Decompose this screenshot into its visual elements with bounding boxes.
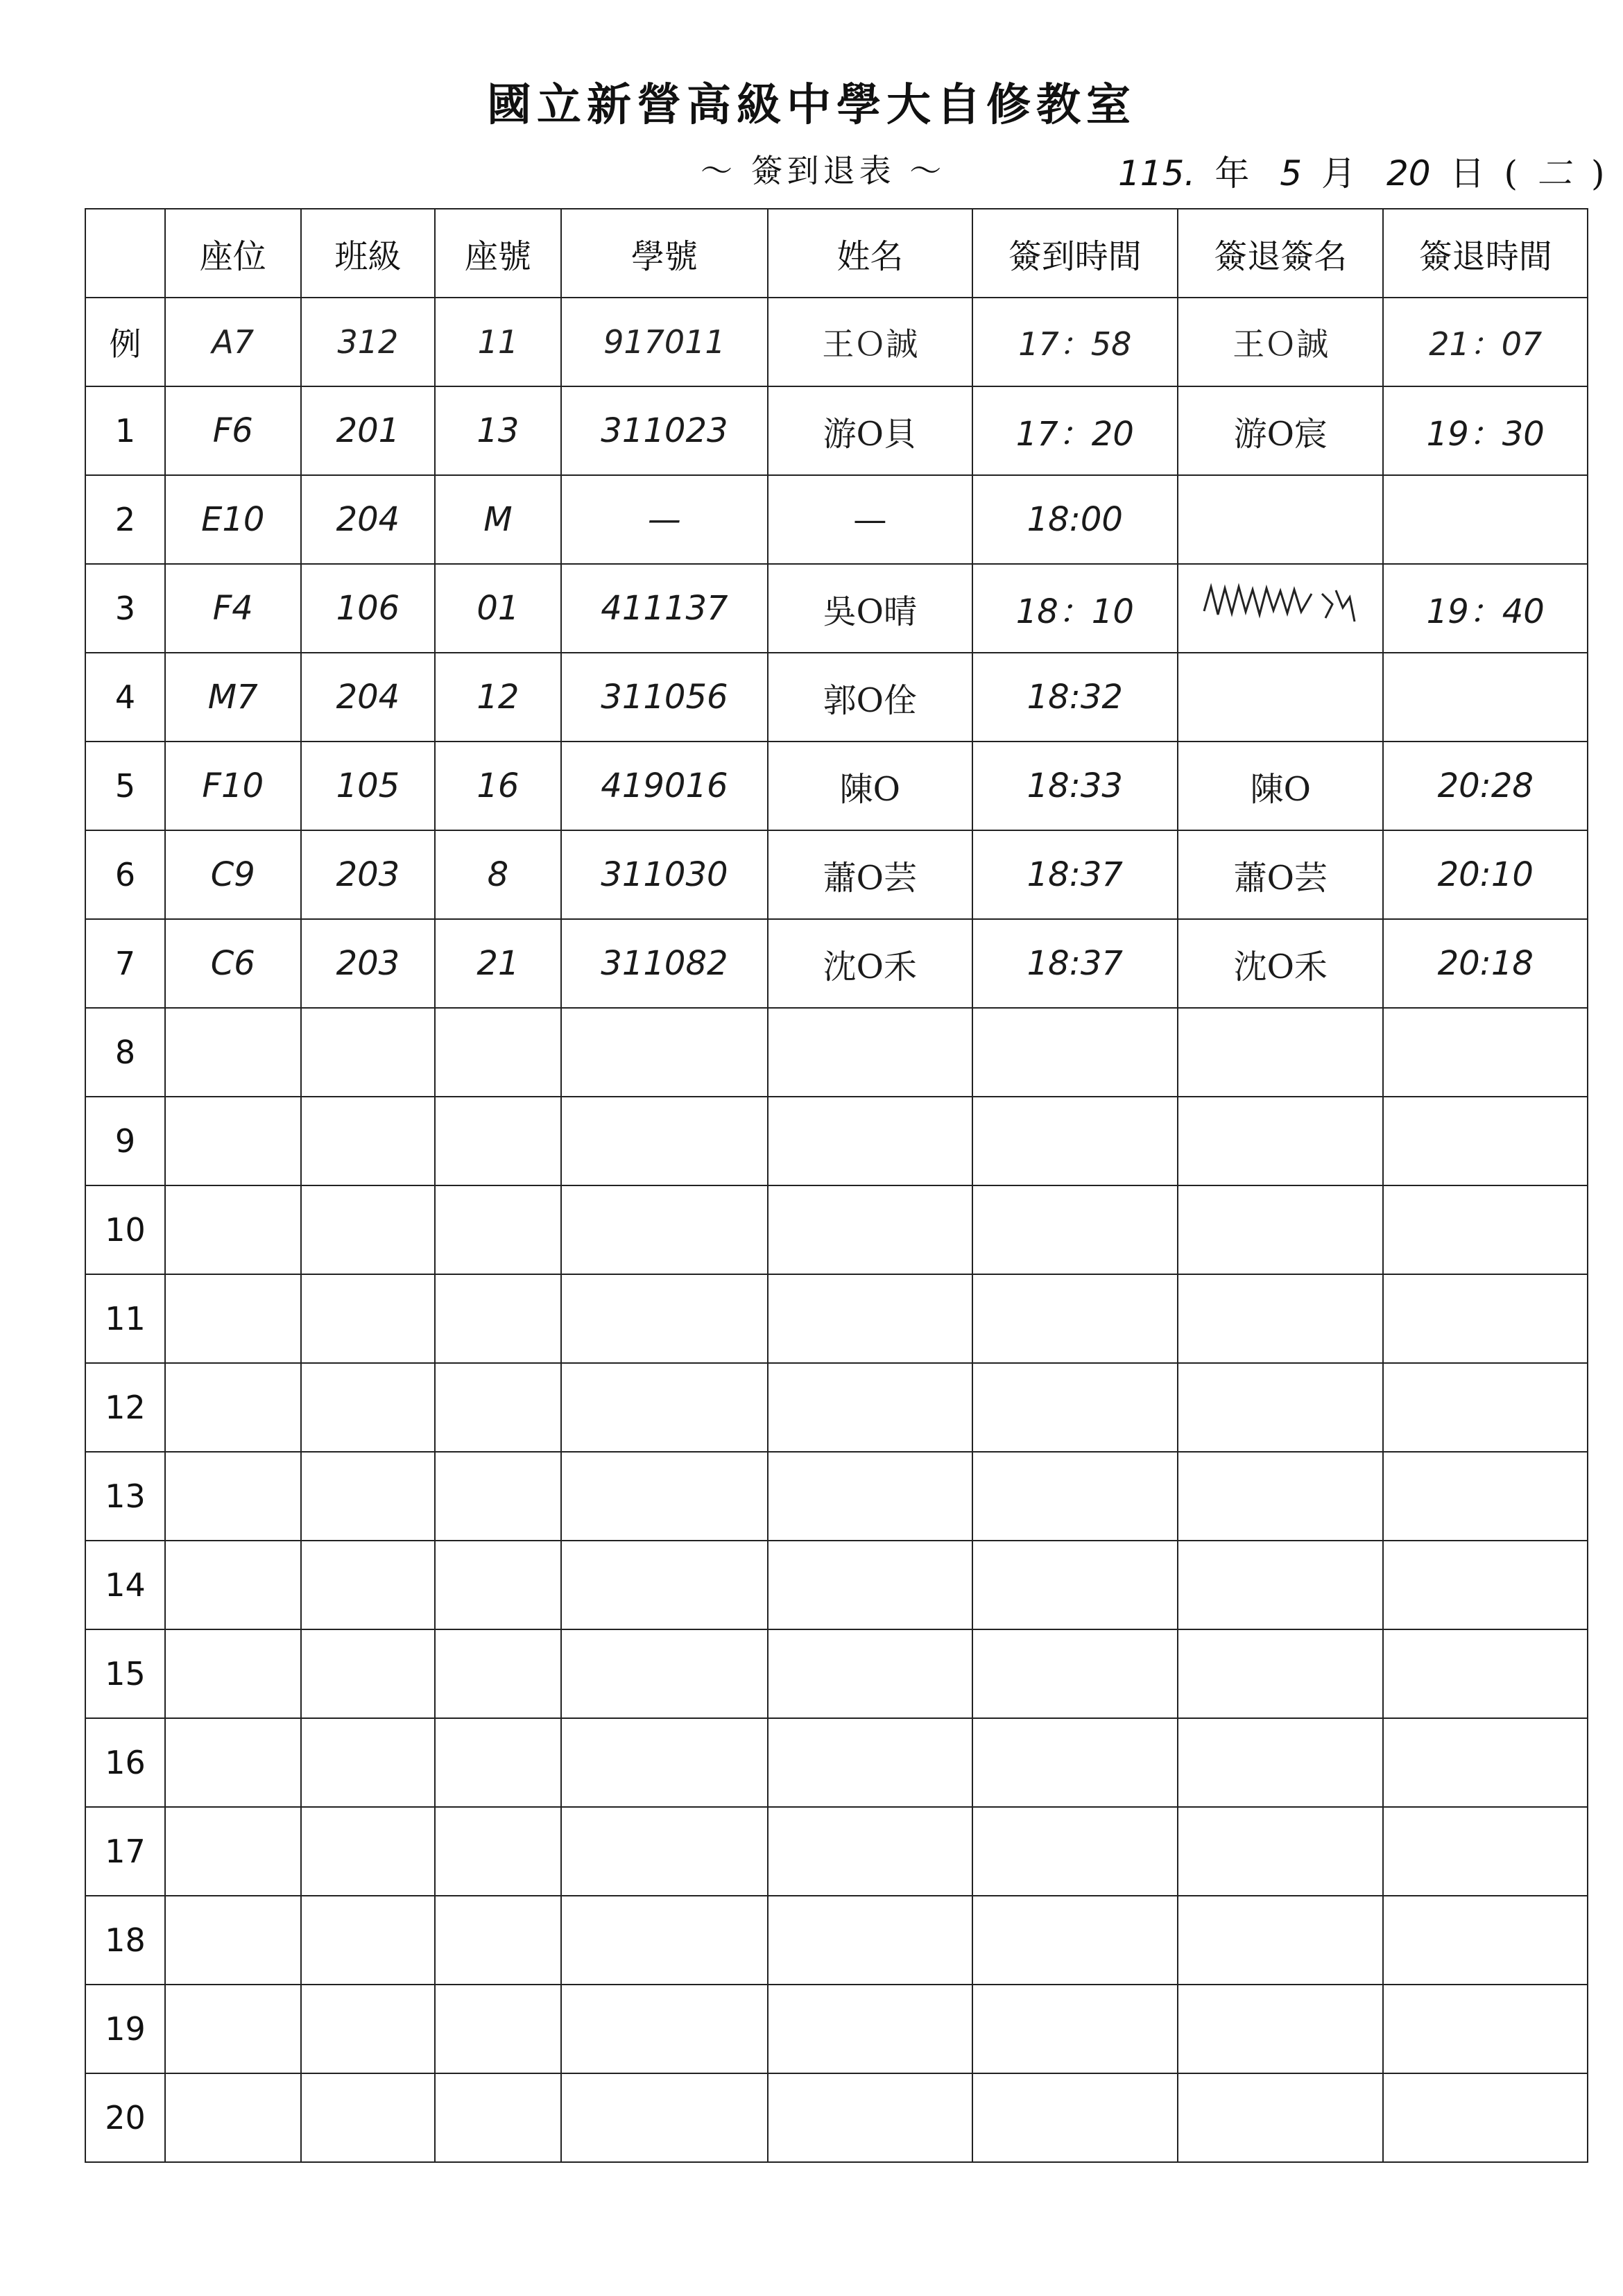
seat-cell[interactable] (165, 1718, 301, 1807)
sign-out-time-cell[interactable] (1383, 1363, 1588, 1452)
seat-cell[interactable] (165, 1097, 301, 1185)
seat-cell[interactable] (165, 1807, 301, 1896)
seat-number-cell[interactable] (435, 1985, 561, 2073)
seat-header: 座位 (165, 209, 301, 298)
sign-in-time-cell[interactable] (972, 1896, 1178, 1985)
row-number: 10 (85, 1185, 165, 1274)
student-id-cell[interactable] (561, 1629, 768, 1718)
seat-number-cell[interactable] (435, 1097, 561, 1185)
seat-number-cell[interactable] (435, 1629, 561, 1718)
class-cell[interactable] (301, 1185, 436, 1274)
seat-number-cell[interactable] (435, 1452, 561, 1541)
table-row (85, 1896, 1588, 1985)
date-line (1103, 146, 1609, 196)
name-cell[interactable] (768, 1718, 972, 1807)
row-label: 例 (85, 298, 165, 386)
student-id-cell[interactable] (561, 1718, 768, 1807)
seat-number-cell: 11 (435, 298, 561, 386)
class-cell[interactable] (301, 1896, 436, 1985)
table-row (85, 475, 1588, 564)
row-number: 19 (85, 1985, 165, 2073)
row-number: 18 (85, 1896, 165, 1985)
row-number: 1 (85, 386, 165, 475)
sign-out-signature-cell[interactable] (1178, 1363, 1383, 1452)
class-cell[interactable] (301, 1629, 436, 1718)
sign-out-time-cell[interactable] (1383, 475, 1588, 564)
seat-number-cell[interactable] (435, 1008, 561, 1097)
class-cell[interactable] (301, 1541, 436, 1629)
seat-cell[interactable] (165, 1452, 301, 1541)
seat-number-cell[interactable] (435, 1541, 561, 1629)
name-cell[interactable]: 陳O (768, 742, 972, 830)
student-id-cell[interactable]: 311082 (561, 919, 768, 1008)
sign-in-time-cell[interactable]: 18：10 (972, 564, 1178, 653)
sign-in-time-cell[interactable] (972, 1629, 1178, 1718)
table-row (85, 1629, 1588, 1718)
sign-out-signature-cell[interactable] (1178, 1807, 1383, 1896)
row-number: 14 (85, 1541, 165, 1629)
class-cell[interactable] (301, 2073, 436, 2162)
student-id-cell[interactable]: — (561, 475, 768, 564)
name-cell[interactable] (768, 2073, 972, 2162)
sign-out-time-cell[interactable] (1383, 1008, 1588, 1097)
sign-in-time-cell[interactable] (972, 1097, 1178, 1185)
sign-out-signature-cell[interactable] (1178, 564, 1383, 653)
student-id-cell[interactable]: 311056 (561, 653, 768, 742)
class-header: 班級 (301, 209, 436, 298)
name-cell[interactable] (768, 1896, 972, 1985)
weekday-open: ( (1504, 153, 1518, 194)
class-cell[interactable] (301, 1008, 436, 1097)
student-id-cell[interactable] (561, 2073, 768, 2162)
name-cell[interactable] (768, 1629, 972, 1718)
class-cell: 312 (301, 298, 436, 386)
name-cell[interactable]: 吳O晴 (768, 564, 972, 653)
seat-number-cell[interactable]: 21 (435, 919, 561, 1008)
class-cell[interactable]: 106 (301, 564, 436, 653)
seat-number-cell[interactable] (435, 1896, 561, 1985)
class-cell[interactable]: 204 (301, 653, 436, 742)
student-id-cell[interactable]: 311023 (561, 386, 768, 475)
date-year: 115. (1118, 153, 1196, 194)
student-id-cell[interactable] (561, 1185, 768, 1274)
name-cell[interactable] (768, 1185, 972, 1274)
name-cell[interactable]: 蕭O芸 (768, 830, 972, 919)
name-cell[interactable] (768, 1807, 972, 1896)
sign-out-signature-cell[interactable] (1178, 475, 1383, 564)
seat-number-cell[interactable]: 01 (435, 564, 561, 653)
table-row (85, 1185, 1588, 1274)
sign-out-signature-cell: 王Ｏ誠 (1178, 298, 1383, 386)
sign-out-time-cell[interactable] (1383, 1185, 1588, 1274)
row-number: 13 (85, 1452, 165, 1541)
row-number: 20 (85, 2073, 165, 2162)
seat-cell[interactable] (165, 1629, 301, 1718)
seat-cell[interactable] (165, 2073, 301, 2162)
table-row (85, 1718, 1588, 1807)
name-cell[interactable]: 郭O佺 (768, 653, 972, 742)
row-number: 9 (85, 1097, 165, 1185)
seat-number-header: 座號 (435, 209, 561, 298)
student-id-cell[interactable] (561, 1985, 768, 2073)
sign-in-time-cell[interactable] (972, 2073, 1178, 2162)
class-cell[interactable] (301, 1097, 436, 1185)
seat-number-cell[interactable] (435, 1185, 561, 1274)
row-number: 15 (85, 1629, 165, 1718)
seat-cell[interactable]: C9 (165, 830, 301, 919)
sign-in-time-cell[interactable]: 18:37 (972, 919, 1178, 1008)
table-row (85, 1541, 1588, 1629)
seat-cell[interactable]: F4 (165, 564, 301, 653)
date-weekday: 二 (1537, 153, 1572, 194)
table-row (85, 1807, 1588, 1896)
table-row (85, 1985, 1588, 2073)
row-number: 2 (85, 475, 165, 564)
seat-cell[interactable] (165, 1185, 301, 1274)
sign-out-signature-cell[interactable] (1178, 1097, 1383, 1185)
date-month: 5 (1280, 153, 1303, 194)
class-cell[interactable] (301, 1452, 436, 1541)
page-title: 國立新營高級中學大自修教室 (487, 79, 1136, 131)
form-subtitle: ～ 簽到退表 ～ (701, 152, 946, 189)
seat-cell[interactable]: E10 (165, 475, 301, 564)
sign-out-signature-cell[interactable] (1178, 1896, 1383, 1985)
sign-in-time-cell[interactable] (972, 1008, 1178, 1097)
name-cell: 王Ｏ誠 (768, 298, 972, 386)
seat-number-cell[interactable]: 12 (435, 653, 561, 742)
sign-in-time-cell[interactable] (972, 1185, 1178, 1274)
student-id-cell[interactable] (561, 1541, 768, 1629)
seat-number-cell[interactable] (435, 1807, 561, 1896)
sign-out-signature-cell[interactable] (1178, 1452, 1383, 1541)
seat-number-cell[interactable]: 8 (435, 830, 561, 919)
sign-in-time-cell[interactable]: 18:32 (972, 653, 1178, 742)
row-number-header (85, 209, 165, 298)
row-number: 12 (85, 1363, 165, 1452)
sign-out-signature-cell[interactable] (1178, 2073, 1383, 2162)
student-id-header: 學號 (561, 209, 768, 298)
header-row (85, 209, 1588, 298)
seat-number-cell[interactable] (435, 2073, 561, 2162)
name-cell[interactable] (768, 1363, 972, 1452)
sign-out-signature-cell[interactable]: 游O宸 (1178, 386, 1383, 475)
row-number: 11 (85, 1274, 165, 1363)
sign-out-time-cell[interactable]: 20:10 (1383, 830, 1588, 919)
seat-number-cell[interactable]: M (435, 475, 561, 564)
seat-cell[interactable] (165, 1985, 301, 2073)
student-id-cell[interactable] (561, 1274, 768, 1363)
sign-out-signature-cell[interactable] (1178, 1629, 1383, 1718)
sign-in-time-cell[interactable]: 17：20 (972, 386, 1178, 475)
class-cell[interactable] (301, 1718, 436, 1807)
sign-in-time-cell[interactable] (972, 1274, 1178, 1363)
seat-number-cell[interactable] (435, 1718, 561, 1807)
class-cell[interactable] (301, 1274, 436, 1363)
name-cell[interactable] (768, 1985, 972, 2073)
seat-cell[interactable]: M7 (165, 653, 301, 742)
table-row (85, 564, 1588, 653)
month-label: 月 (1321, 153, 1357, 194)
table-row (85, 742, 1588, 830)
table-row (85, 386, 1588, 475)
sign-out-time-cell[interactable] (1383, 1452, 1588, 1541)
sign-out-time-cell[interactable]: 20:18 (1383, 919, 1588, 1008)
sign-out-signature-header: 簽退簽名 (1178, 209, 1383, 298)
weekday-close: ) (1591, 153, 1605, 194)
seat-cell[interactable]: F6 (165, 386, 301, 475)
sign-out-signature-cell[interactable] (1178, 1985, 1383, 2073)
table-row (85, 919, 1588, 1008)
sign-in-time-header: 簽到時間 (972, 209, 1178, 298)
sign-out-signature-cell[interactable] (1178, 1274, 1383, 1363)
name-cell[interactable]: 游O貝 (768, 386, 972, 475)
sign-in-time-cell[interactable] (972, 1452, 1178, 1541)
table-body (85, 298, 1588, 2162)
name-header: 姓名 (768, 209, 972, 298)
sign-out-time-cell[interactable] (1383, 2073, 1588, 2162)
sign-in-time-cell: 17：58 (972, 298, 1178, 386)
sign-out-signature-cell[interactable]: 沈O禾 (1178, 919, 1383, 1008)
student-id-cell[interactable]: 311030 (561, 830, 768, 919)
student-id-cell[interactable] (561, 1008, 768, 1097)
sign-out-time-cell: 21：07 (1383, 298, 1588, 386)
row-number: 8 (85, 1008, 165, 1097)
seat-cell[interactable] (165, 1274, 301, 1363)
table-row (85, 830, 1588, 919)
sign-out-signature-cell[interactable]: 蕭O芸 (1178, 830, 1383, 919)
sign-out-time-cell[interactable] (1383, 1629, 1588, 1718)
seat-number-cell[interactable]: 16 (435, 742, 561, 830)
student-id-cell[interactable]: 411137 (561, 564, 768, 653)
class-cell[interactable] (301, 1807, 436, 1896)
row-number: 4 (85, 653, 165, 742)
student-id-cell[interactable] (561, 1363, 768, 1452)
student-id-cell[interactable]: 419016 (561, 742, 768, 830)
name-cell[interactable] (768, 1008, 972, 1097)
sign-in-time-cell[interactable]: 18:00 (972, 475, 1178, 564)
seat-cell[interactable] (165, 1541, 301, 1629)
sign-out-time-cell[interactable] (1383, 1097, 1588, 1185)
row-number: 6 (85, 830, 165, 919)
sign-out-time-cell[interactable] (1383, 1896, 1588, 1985)
sign-out-time-cell[interactable] (1383, 1718, 1588, 1807)
year-label: 年 (1214, 153, 1250, 194)
sign-in-time-cell[interactable]: 18:33 (972, 742, 1178, 830)
class-cell[interactable]: 105 (301, 742, 436, 830)
name-cell[interactable] (768, 1452, 972, 1541)
seat-number-cell[interactable] (435, 1363, 561, 1452)
row-number: 17 (85, 1807, 165, 1896)
sign-out-time-cell[interactable] (1383, 653, 1588, 742)
table-row (85, 1008, 1588, 1097)
seat-cell[interactable]: F10 (165, 742, 301, 830)
sign-in-time-cell[interactable] (972, 1985, 1178, 2073)
seat-cell: A7 (165, 298, 301, 386)
table-row (85, 1452, 1588, 1541)
sign-in-time-cell[interactable] (972, 1807, 1178, 1896)
name-cell[interactable]: — (768, 475, 972, 564)
table-row (85, 1274, 1588, 1363)
name-cell[interactable] (768, 1097, 972, 1185)
sign-out-time-cell[interactable] (1383, 1985, 1588, 2073)
example-row (85, 298, 1588, 386)
sign-out-signature-cell[interactable] (1178, 1718, 1383, 1807)
sign-out-signature-cell[interactable] (1178, 1185, 1383, 1274)
table-row (85, 1097, 1588, 1185)
name-cell[interactable] (768, 1541, 972, 1629)
sign-out-time-cell[interactable] (1383, 1541, 1588, 1629)
date-day: 20 (1386, 153, 1431, 194)
table-row (85, 653, 1588, 742)
sign-out-time-cell[interactable] (1383, 1274, 1588, 1363)
sign-out-time-cell[interactable]: 19：30 (1383, 386, 1588, 475)
class-cell[interactable]: 203 (301, 830, 436, 919)
name-cell[interactable] (768, 1274, 972, 1363)
sign-out-signature-cell[interactable] (1178, 653, 1383, 742)
class-cell[interactable]: 203 (301, 919, 436, 1008)
sign-out-signature-cell[interactable]: 陳O (1178, 742, 1383, 830)
sign-in-time-cell[interactable] (972, 1541, 1178, 1629)
sign-in-time-cell[interactable]: 18:37 (972, 830, 1178, 919)
seat-cell[interactable]: C6 (165, 919, 301, 1008)
student-id-cell[interactable] (561, 1807, 768, 1896)
seat-number-cell[interactable] (435, 1274, 561, 1363)
student-id-cell: 917011 (561, 298, 768, 386)
row-number: 5 (85, 742, 165, 830)
row-number: 16 (85, 1718, 165, 1807)
row-number: 7 (85, 919, 165, 1008)
sign-out-time-cell[interactable] (1383, 1807, 1588, 1896)
class-cell[interactable] (301, 1985, 436, 2073)
name-cell[interactable]: 沈O禾 (768, 919, 972, 1008)
class-cell[interactable]: 201 (301, 386, 436, 475)
seat-cell[interactable] (165, 1008, 301, 1097)
sign-out-signature-cell[interactable] (1178, 1541, 1383, 1629)
student-id-cell[interactable] (561, 1097, 768, 1185)
table-row (85, 1363, 1588, 1452)
row-number: 3 (85, 564, 165, 653)
student-id-cell[interactable] (561, 1896, 768, 1985)
day-label: 日 (1450, 153, 1485, 194)
sign-out-signature-cell[interactable] (1178, 1008, 1383, 1097)
sign-in-time-cell[interactable] (972, 1718, 1178, 1807)
sign-in-time-cell[interactable] (972, 1363, 1178, 1452)
sign-out-time-header: 簽退時間 (1383, 209, 1588, 298)
class-cell[interactable] (301, 1363, 436, 1452)
class-cell[interactable]: 204 (301, 475, 436, 564)
table-row (85, 2073, 1588, 2162)
scribbled-signature-icon (1201, 580, 1360, 628)
sign-out-time-cell[interactable]: 20:28 (1383, 742, 1588, 830)
seat-number-cell[interactable]: 13 (435, 386, 561, 475)
subtitle-row (0, 146, 1623, 201)
sign-in-table (85, 208, 1588, 2163)
sign-out-time-cell[interactable]: 19：40 (1383, 564, 1588, 653)
student-id-cell[interactable] (561, 1452, 768, 1541)
seat-cell[interactable] (165, 1363, 301, 1452)
seat-cell[interactable] (165, 1896, 301, 1985)
